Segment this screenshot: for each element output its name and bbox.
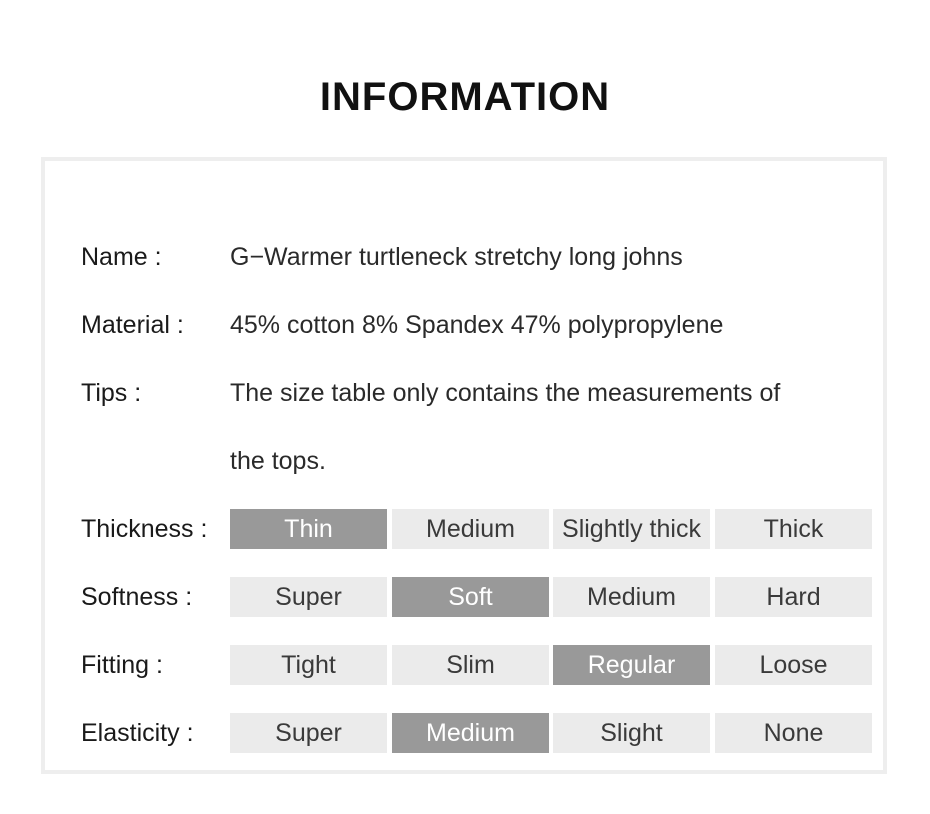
elasticity-option-slight: Slight (553, 713, 710, 753)
elasticity-label: Elasticity : (81, 719, 194, 747)
page-title: INFORMATION (319, 75, 611, 119)
name-value: G−Warmer turtleneck stretchy long johns (230, 243, 683, 271)
name-label: Name : (81, 243, 162, 271)
softness-option-hard: Hard (715, 577, 872, 617)
thickness-option-thin: Thin (230, 509, 387, 549)
thickness-label: Thickness : (81, 515, 208, 543)
fitting-option-slim: Slim (392, 645, 549, 685)
fitting-option-regular: Regular (553, 645, 710, 685)
tips-value-line2: the tops. (230, 447, 326, 475)
fitting-option-loose: Loose (715, 645, 872, 685)
fitting-label: Fitting : (81, 651, 163, 679)
softness-label: Softness : (81, 583, 193, 611)
tips-value-line1: The size table only contains the measurements of (230, 379, 781, 407)
elasticity-option-super: Super (230, 713, 387, 753)
softness-option-medium: Medium (553, 577, 710, 617)
softness-option-super: Super (230, 577, 387, 617)
thickness-option-slightly-thick: Slightly thick (553, 509, 710, 549)
elasticity-option-medium: Medium (392, 713, 549, 753)
thickness-option-thick: Thick (715, 509, 872, 549)
material-value: 45% cotton 8% Spandex 47% polypropylene (230, 311, 724, 339)
elasticity-option-none: None (715, 713, 872, 753)
material-label: Material : (81, 311, 184, 339)
thickness-option-medium: Medium (392, 509, 549, 549)
tips-label: Tips : (81, 379, 142, 407)
softness-option-soft: Soft (392, 577, 549, 617)
fitting-option-tight: Tight (230, 645, 387, 685)
